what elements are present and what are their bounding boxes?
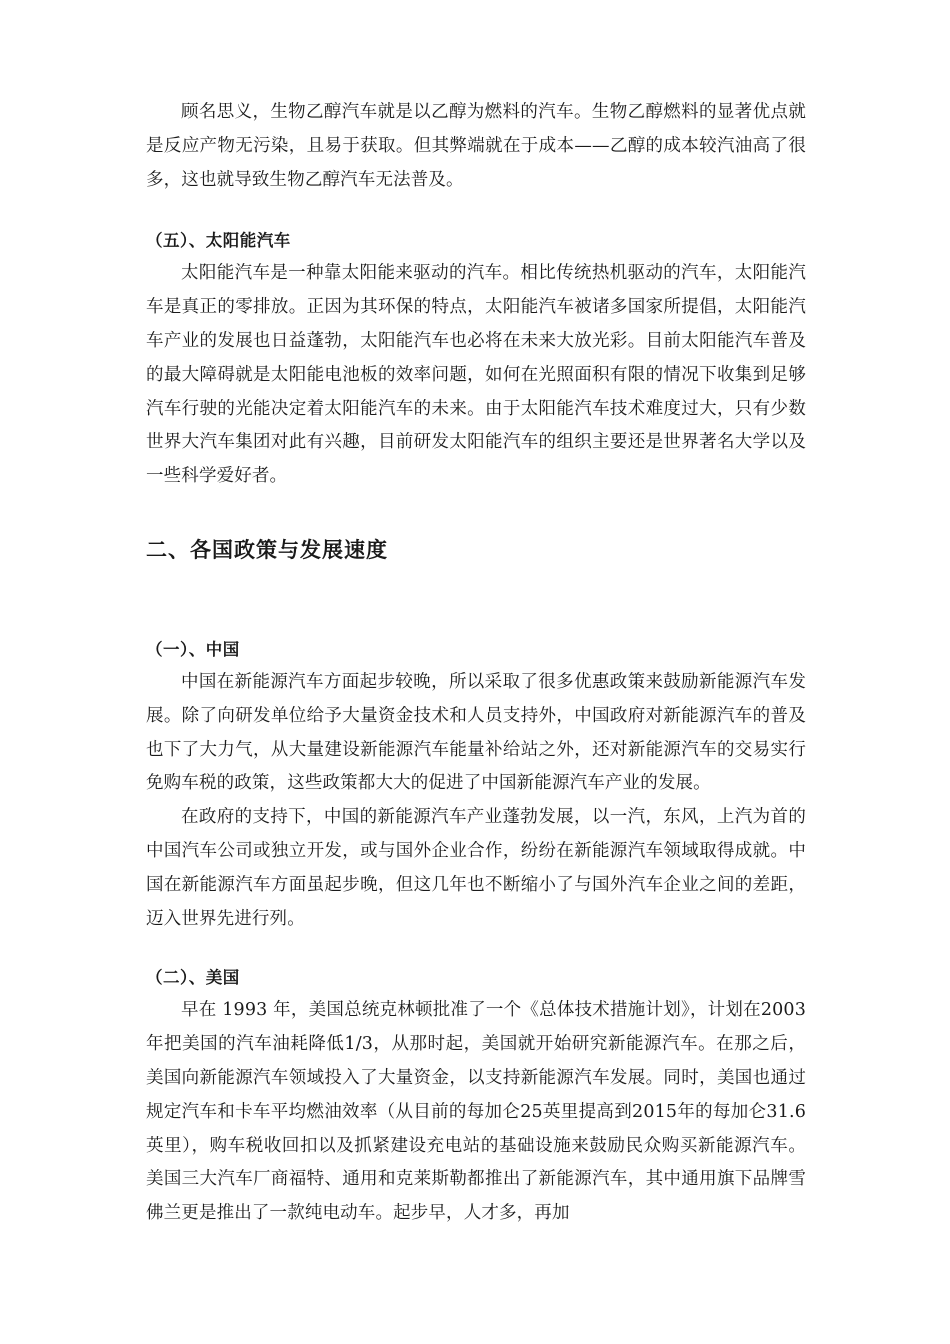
- subheading-usa: （二）、美国: [146, 968, 240, 988]
- subheading-solar-car: （五）、太阳能汽车: [146, 231, 291, 251]
- paragraph-usa: 早在 1993 年，美国总统克林顿批准了一个《总体技术措施计划》，计划在2003年把美国的汽车油耗降低1/3，从那时起，美国就开始研究新能源汽车。在那之后，美国向新能源汽车领域投入了大量资金，以支持新能源汽车发展。同时，美国也通过规定汽车和卡车平均燃油效率（从目前的每加仑25英里提高到2015年的每加仑31.6英里），购车税收回扣以及抓紧建设充电站的基础设施来鼓励民众购买新能源汽车。美国三大汽车厂商福特、通用和克莱斯勒都推出了新能源汽车，其中通用旗下品牌雪佛兰更是推出了一款纯电动车。起步早，人才多，再加: [146, 1000, 806, 1224]
- paragraph-solar-car: 太阳能汽车是一种靠太阳能来驱动的汽车。相比传统热机驱动的汽车，太阳能汽车是真正的零排放。正因为其环保的特点，太阳能汽车被诸多国家所提倡，太阳能汽车产业的发展也日益蓬勃，太阳能汽车也必将在未来大放光彩。目前太阳能汽车普及的最大障碍就是太阳能电池板的效率问题，如何在光照面积有限的情况下收集到足够汽车行驶的光能决定着太阳能汽车的未来。由于太阳能汽车技术难度过大，只有少数世界大汽车集团对此有兴趣，目前研发太阳能汽车的组织主要还是世界著名大学以及一些科学爱好者。: [146, 263, 806, 487]
- subheading-china: （一）、中国: [146, 639, 240, 659]
- document-page: [146, 96, 806, 1231]
- paragraph-china-2: 在政府的支持下，中国的新能源汽车产业蓬勃发展，以一汽，东风，上汽为首的中国汽车公司或独立开发，或与国外企业合作，纷纷在新能源汽车领域取得成就。中国在新能源汽车方面虽起步晚，但这几年也不断缩小了与国外汽车企业之间的差距，迈入世界先进行列。: [146, 807, 806, 929]
- section-heading-policies: 二、各国政策与发展速度: [146, 537, 388, 562]
- paragraph-bioethanol: 顾名思义，生物乙醇汽车就是以乙醇为燃料的汽车。生物乙醇燃料的显著优点就是反应产物无污染，且易于获取。但其弊端就在于成本——乙醇的成本较汽油高了很多，这也就导致生物乙醇汽车无法普及。: [146, 102, 806, 190]
- paragraph-china-1: 中国在新能源汽车方面起步较晚，所以采取了很多优惠政策来鼓励新能源汽车发展。除了向研发单位给予大量资金技术和人员支持外，中国政府对新能源汽车的普及也下了大力气，从大量建设新能源汽车能量补给站之外，还对新能源汽车的交易实行免购车税的政策，这些政策都大大的促进了中国新能源汽车产业的发展。: [146, 671, 806, 794]
